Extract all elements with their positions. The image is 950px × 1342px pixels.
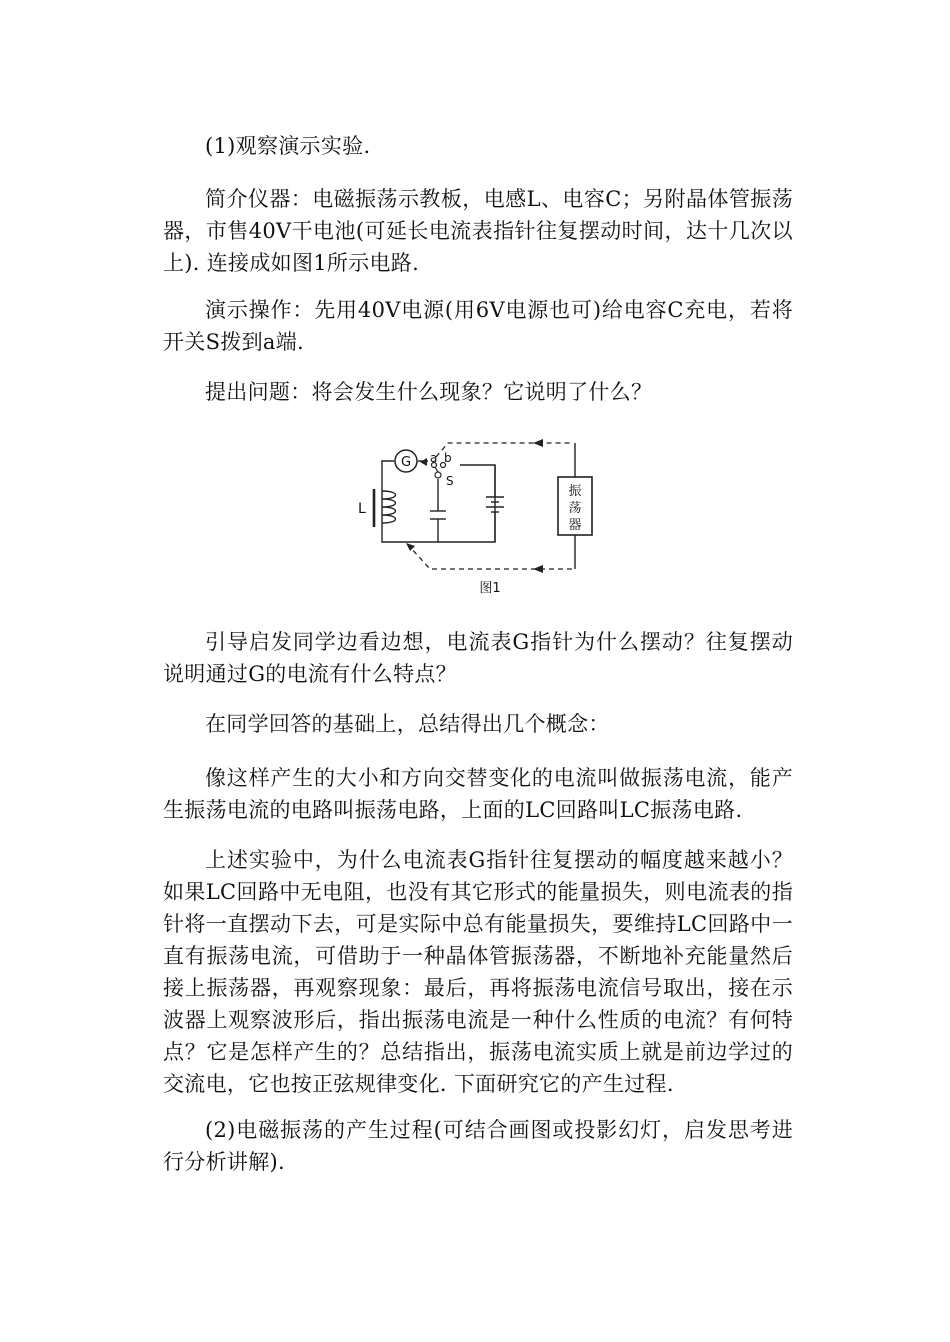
paragraph-9: (2)电磁振荡的产生过程(可结合画图或投影幻灯，启发思考进行分析讲解). xyxy=(163,1118,793,1174)
label-a: a xyxy=(430,451,438,465)
paragraph-3: 演示操作：先用40V电源(用6V电源也可)给电容C充电，若将开关S拨到a端. xyxy=(163,298,793,354)
oscillator-label-1: 振 xyxy=(568,484,582,499)
circuit-figure xyxy=(350,435,600,600)
dashed-bottom-wire xyxy=(410,547,572,569)
paragraph-8: 上述实验中，为什么电流表G指针往复摆动的幅度越来越小？如果LC回路中无电阻，也没有其它形式的能量损失，则电流表的指针将一直摆动下去，可是实际中总有能量损失，要维持LC回路中一直有振荡电流，可借助于一种晶体管振荡器，不断地补充能量然后接上振荡器，再观察现象：最后，再将振荡电流信号取出，接在示波器上观察波形后，指出振荡电流是一种什么性质的电流？有何特点？它是怎样产生的？总结指出，振荡电流实质上就是前边学过的交流电，它也按正弦规律变化. 下面研究它的产生过程. xyxy=(163,848,793,1096)
switch-contact xyxy=(435,472,441,478)
inductor-coil xyxy=(382,491,396,523)
oscillator-label-3: 器 xyxy=(568,518,582,533)
circuit-diagram xyxy=(350,435,600,600)
label-b: b xyxy=(444,451,452,465)
paragraph-5: 引导启发同学边看边想，电流表G指针为什么摆动？往复摆动说明通过G的电流有什么特点？ xyxy=(163,630,793,686)
paragraph-6: 在同学回答的基础上，总结得出几个概念： xyxy=(205,712,610,736)
paragraph-7: 像这样产生的大小和方向交替变化的电流叫做振荡电流，能产生振荡电流的电路叫振荡电路，上面的LC回路叫LC振荡电路. xyxy=(163,766,793,822)
paragraph-1: (1)观察演示实验. xyxy=(205,134,371,158)
figure-caption: 图1 xyxy=(479,581,501,596)
label-s: S xyxy=(446,474,454,488)
oscillator-label-2: 荡 xyxy=(568,501,582,516)
arrowhead-left xyxy=(406,543,415,551)
label-g: G xyxy=(400,455,412,470)
arrowhead-top xyxy=(533,439,543,447)
arrowhead-bottom xyxy=(533,565,543,573)
paragraph-4: 提出问题：将会发生什么现象？它说明了什么？ xyxy=(205,380,653,404)
paragraph-2: 简介仪器：电磁振荡示教板，电感L、电容C；另附晶体管振荡器，市售40V干电池(可延长电流表指针往复摆动时间，达十几次以上). 连接成如图1所示电路. xyxy=(163,187,793,275)
dashed-top-wire xyxy=(436,443,572,457)
label-l: L xyxy=(358,501,366,517)
